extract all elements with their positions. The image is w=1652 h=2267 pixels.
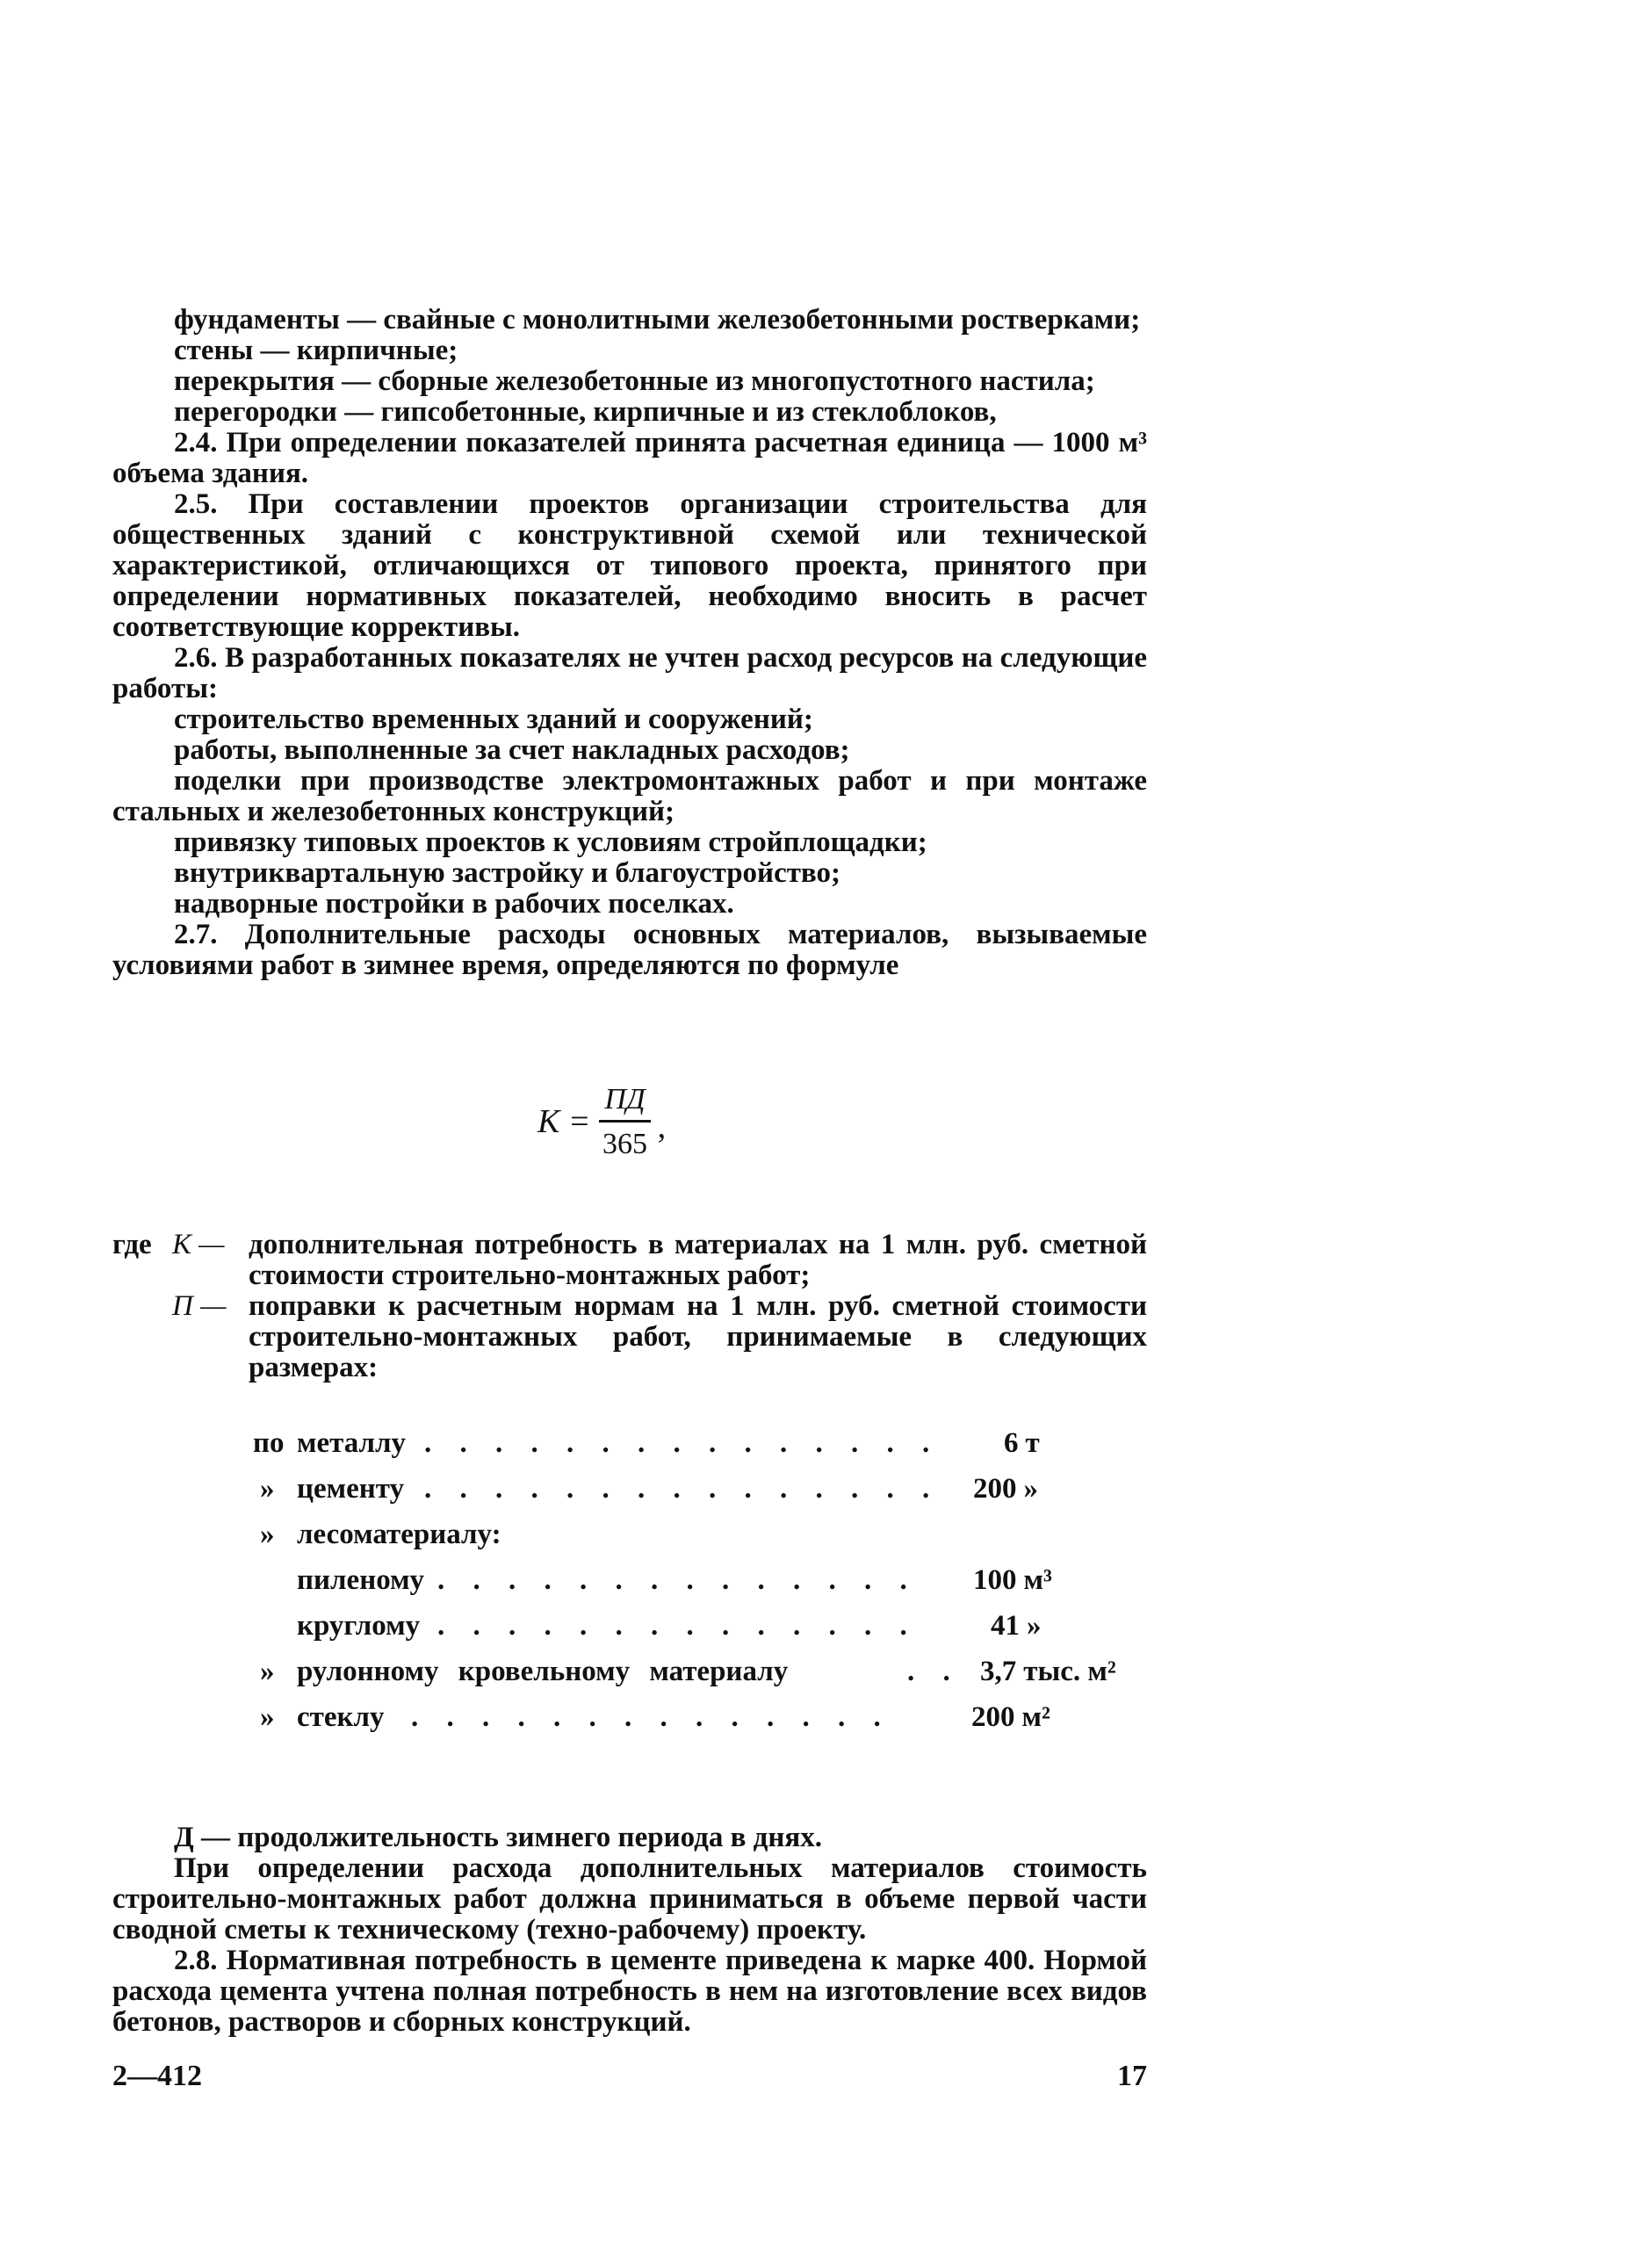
where-word: где <box>112 1229 152 1260</box>
paragraph-2-6: 2.6. В разработанных показателях не учтен расход ресурсов на следующие работы: <box>112 642 1147 704</box>
definition-k <box>112 1230 1147 1291</box>
page-number: 17 <box>1117 2060 1147 2092</box>
list-mark: » <box>260 1473 275 1505</box>
paragraph-foundations: фундаменты — свайные с монолитными железобетонными ростверками; <box>174 304 1141 336</box>
list-mark: » <box>260 1656 275 1687</box>
material-value: 6 т <box>1004 1427 1040 1459</box>
formula <box>537 1073 666 1170</box>
paragraph-2-4: 2.4. При определении показателей принята расчетная единица — 1000 м³ объема здания. <box>112 427 1147 489</box>
material-name: круглому <box>297 1610 421 1642</box>
list-mark: » <box>260 1519 275 1550</box>
paragraph-2-8: 2.8. Нормативная потребность в цементе приведена к марке 400. Нормой расхода цемента учтена полная потребность в нем на изготовление всех видов бетонов, растворов и сборных конструкций. <box>112 1945 1147 2038</box>
paragraph-2-5: 2.5. При составлении проектов организации строительства для общественных зданий с конструктивной схемой или технической характеристикой, отличающихся от типового проекта, принятого при определении нормативных показателей, необходимо вносить в расчет соответствующие коррективы. <box>112 488 1147 643</box>
list-item <box>253 1656 1116 1701</box>
list-item-site-binding: привязку типовых проектов к условиям стройплощадки; <box>174 827 927 858</box>
formula-comma: , <box>657 1108 667 1145</box>
paragraph-cost-basis: При определении расхода дополнительных материалов стоимость строительно-монтажных работ должна приниматься в объеме первой части сводной сметы к техническому (техно-рабочему) проекту. <box>112 1852 1147 1946</box>
material-name: пиленому <box>297 1564 425 1596</box>
list-item-intra-block: внутриквартальную застройку и благоустройство; <box>174 857 841 889</box>
material-name: металлу <box>297 1427 407 1459</box>
formula-denominator: 365 <box>602 1127 647 1160</box>
formula-lhs: К = <box>537 1103 591 1140</box>
definition-d: Д — продолжительность зимнего периода в днях. <box>174 1822 822 1853</box>
material-adjustments-list <box>253 1427 1116 1747</box>
list-item <box>253 1701 1087 1747</box>
main-text <box>112 305 1147 981</box>
material-name: рулонному кровельному материалу <box>297 1656 789 1687</box>
material-value: 3,7 тыс. м² <box>980 1656 1116 1687</box>
formula-numerator: ПД <box>599 1083 650 1123</box>
paragraph-partitions: перегородки — гипсобетонные, кирпичные и из стеклоблоков, <box>174 396 997 428</box>
leader-dots: . . . . . . . . . . . . . . <box>437 1610 918 1642</box>
list-item-electrical-works: поделки при производстве электромонтажных работ и при монтаже стальных и железобетонных конструкций; <box>112 765 1147 827</box>
formula-fraction <box>599 1083 650 1161</box>
leader-dots: . . . . . . . . . . . . . . <box>437 1564 918 1596</box>
paragraph-floors: перекрытия — сборные железобетонные из многопустотного настила; <box>174 365 1095 397</box>
material-value: 200 м² <box>971 1701 1050 1733</box>
list-item <box>253 1519 1087 1564</box>
paragraph-2-7: 2.7. Дополнительные расходы основных материалов, вызываемые условиями работ в зимнее время, определяются по формуле <box>112 919 1147 981</box>
leader-dots: . . <box>907 1656 961 1687</box>
p-definition: поправки к расчетным нормам на 1 млн. руб. сметной стоимости строительно-монтажных работ, принимаемые в следующих размерах: <box>249 1290 1147 1383</box>
list-mark: по <box>253 1427 285 1459</box>
variable-definitions <box>112 1230 1147 1383</box>
signature-mark: 2—412 <box>112 2060 202 2092</box>
material-value: 41 » <box>991 1610 1042 1642</box>
material-name: стеклу <box>297 1701 385 1733</box>
closing-text <box>112 1823 1147 2038</box>
p-symbol: П — <box>172 1290 227 1322</box>
paragraph-walls: стены — кирпичные; <box>174 335 458 366</box>
k-definition: дополнительная потребность в материалах на 1 млн. руб. сметной стоимости строительно-монтажных работ; <box>249 1229 1147 1291</box>
k-symbol: К — <box>172 1229 225 1260</box>
material-name: лесоматериалу: <box>297 1519 501 1550</box>
material-value: 100 м³ <box>973 1564 1052 1596</box>
leader-dots: . . . . . . . . . . . . . . . <box>424 1473 941 1505</box>
leader-dots: . . . . . . . . . . . . . . <box>411 1701 891 1733</box>
definition-p <box>112 1291 1147 1383</box>
list-item <box>253 1610 1087 1656</box>
list-item-overhead-works: работы, выполненные за счет накладных расходов; <box>174 734 850 766</box>
material-value: 200 » <box>973 1473 1038 1505</box>
leader-dots: . . . . . . . . . . . . . . . <box>424 1427 941 1459</box>
list-mark: » <box>260 1701 275 1733</box>
list-item <box>253 1473 1087 1519</box>
list-item-temporary-buildings: строительство временных зданий и сооружений; <box>174 704 813 735</box>
list-item <box>253 1564 1087 1610</box>
material-name: цементу <box>297 1473 405 1505</box>
list-item <box>253 1427 1087 1473</box>
list-item-outbuildings: надворные постройки в рабочих поселках. <box>174 888 734 920</box>
